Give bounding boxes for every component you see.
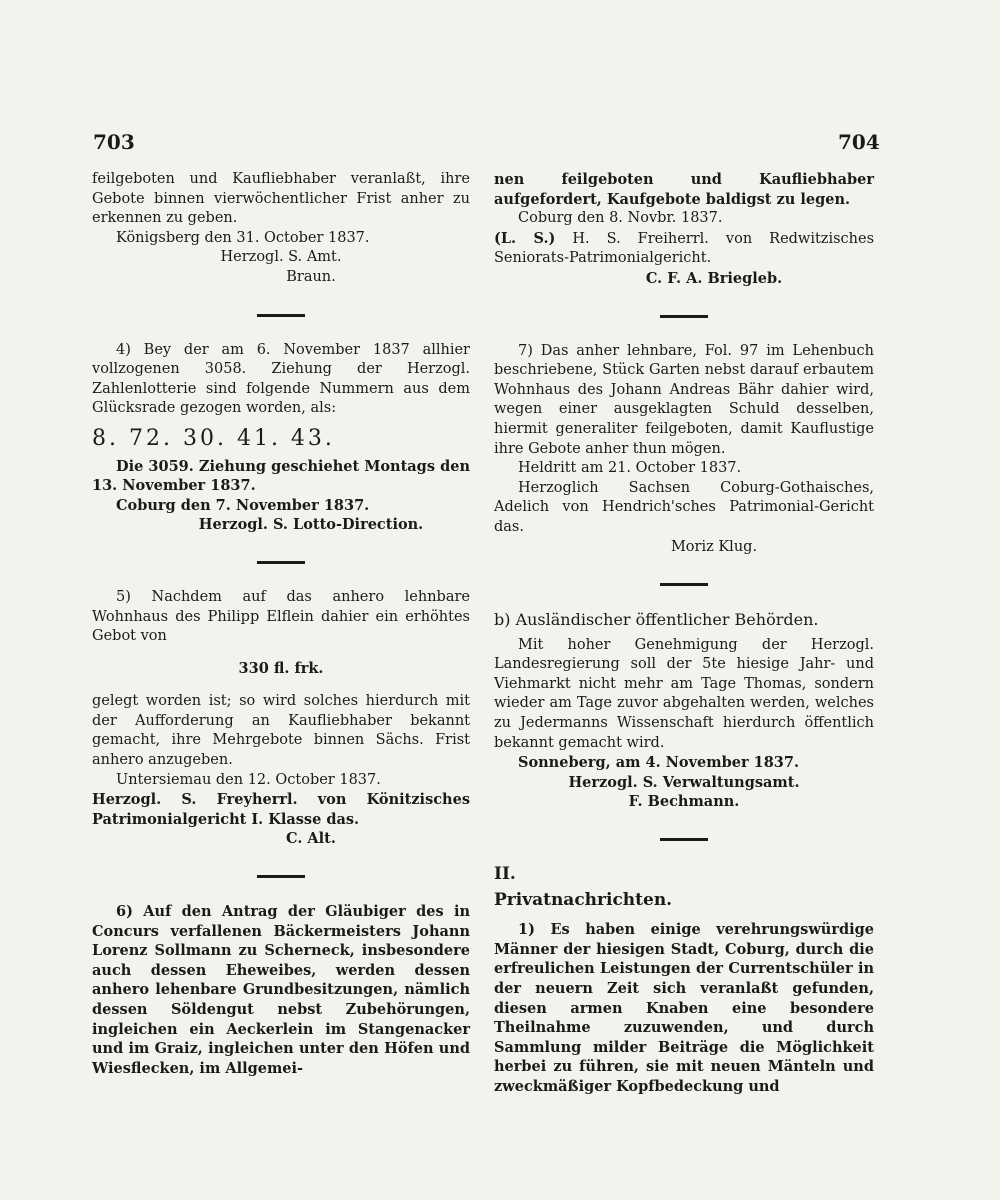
notice-4-text: 4) Bey der am 6. November 1837 allhier vollzogenen 3058. Ziehung der Herzogl. Zahlenlotterie sind folgende Nummern aus dem Glücksrade gezogen worden, als: [92, 341, 470, 417]
section-ii-heading: Privatnachrichten. [494, 889, 673, 910]
seal-mark: (L. S.) [494, 229, 556, 247]
notice-7-office: Herzoglich Sachsen Coburg-Gothaisches, Adelich von Hendrich'sches Patrimonial-Gericht das. [494, 479, 874, 535]
left-column [92, 170, 470, 1078]
notice-6-signer: C. F. A. Briegleb. [645, 269, 783, 287]
notice-3-signer: Braun. [286, 268, 336, 285]
separator-rule [257, 875, 305, 878]
notice-5-amount: 330 fl. frk. [238, 659, 324, 677]
section-b-signer: F. Bechmann. [628, 793, 740, 811]
notice-6-office: H. S. Freiherrl. von Redwitzisches Seniorats-Patrimonialgericht. [494, 230, 875, 267]
notice-6-continued: nen feilgeboten und Kaufliebhaber aufgefordert, Kaufgebote baldigst zu legen. [494, 171, 874, 208]
section-b-office: Herzogl. S. Verwaltungsamt. [568, 773, 800, 791]
notice-5-text-2: gelegt worden ist; so wird solches hierdurch mit der Aufforderung an Kaufliebhaber bekannt gemacht, ihre Mehrgebote binnen Sächs. Frist anhero anzugeben. [92, 693, 470, 769]
right-column [494, 170, 874, 1097]
notice-7-signer: Moriz Klug. [670, 538, 758, 555]
notice-3-office: Herzogl. S. Amt. [220, 249, 342, 266]
section-b-place-date: Sonneberg, am 4. November 1837. [518, 754, 800, 772]
notice-4-office: Herzogl. S. Lotto-Direction. [198, 516, 424, 534]
notice-6-place-date: Coburg den 8. Novbr. 1837. [518, 210, 723, 227]
notice-6-office-line [494, 229, 874, 269]
notice-4-place-date: Coburg den 7. November 1837. [116, 496, 370, 514]
page-number-left: 703 [93, 130, 135, 154]
separator-rule [660, 583, 708, 586]
lottery-numbers: 8. 72. 30. 41. 43. [92, 425, 335, 451]
private-notice-1-text: 1) Es haben einige verehrungswürdige Männer der hiesigen Stadt, Coburg, durch die erfreulichen Leistungen der Currentschüler in der neuern Zeit sich veranlaßt gefunden, diesen armen Knaben eine besondere Theilnahme zuzuwenden, und durch Sammlung milder Beiträge die Möglichkeit herbei zu führen, sie mit neuen Mänteln und zweckmäßiger Kopfbedeckung und [494, 921, 874, 1095]
notice-5-text: 5) Nachdem auf das anhero lehnbare Wohnhaus des Philipp Elflein dahier ein erhöhtes Gebot von [92, 588, 470, 645]
notice-5-place-date: Untersiemau den 12. October 1837. [116, 771, 381, 788]
page-number-right: 704 [838, 130, 880, 154]
notice-6-text: 6) Auf den Antrag der Gläubiger des in Concurs verfallenen Bäckermeisters Johann Lorenz Sollmann zu Scherneck, insbesondere auch dessen Eheweibes, werden dessen anhero lehenbare Grundbesitzungen, nämlich dessen Söldengut nebst Zubehörungen, ingleichen ein Aeckerlein im Stangenacker und im Graiz, ingleichen unter den Höfen und Wiesflecken, im Allgemei- [92, 903, 470, 1077]
section-b-heading: b) Ausländischer öffentlicher Behörden. [494, 610, 819, 630]
notice-7-place-date: Heldritt am 21. October 1837. [518, 460, 742, 477]
notice-5-office: Herzogl. S. Freyherrl. von Könitzisches Patrimonialgericht I. Klasse das. [92, 791, 470, 828]
notice-4-next-draw: Die 3059. Ziehung geschiehet Montags den 13. November 1837. [92, 457, 470, 495]
separator-rule [660, 838, 708, 841]
separator-rule [257, 314, 305, 317]
separator-rule [660, 315, 708, 318]
notice-7-text: 7) Das anher lehnbare, Fol. 97 im Lehenbuch beschriebene, Stück Garten nebst darauf erbautem Wohnhaus des Johann Andreas Bähr dahier wird, wegen einer ausgeklagten Schuld desselben, hiermit generaliter feilgeboten, damit Kauflustige ihre Gebote anher thun mögen. [494, 342, 874, 457]
separator-rule [257, 561, 305, 564]
notice-5-signer: C. Alt. [286, 830, 336, 848]
section-b-text: Mit hoher Genehmigung der Herzogl. Landesregierung soll der 5te hiesige Jahr- und Viehmarkt nicht mehr am Tage Thomas, sondern wieder am Tage zuvor abgehalten werden, welches zu Jedermanns Wissenschaft hierdurch öffentlich bekannt gemacht wird. [494, 636, 874, 751]
section-ii-numeral: II. [494, 864, 516, 885]
notice-3-place-date: Königsberg den 31. October 1837. [116, 229, 370, 246]
notice-3-text: feilgeboten und Kaufliebhaber veranlaßt, ihre Gebote binnen vierwöchentlicher Frist anher zu erkennen zu geben. [92, 171, 470, 227]
